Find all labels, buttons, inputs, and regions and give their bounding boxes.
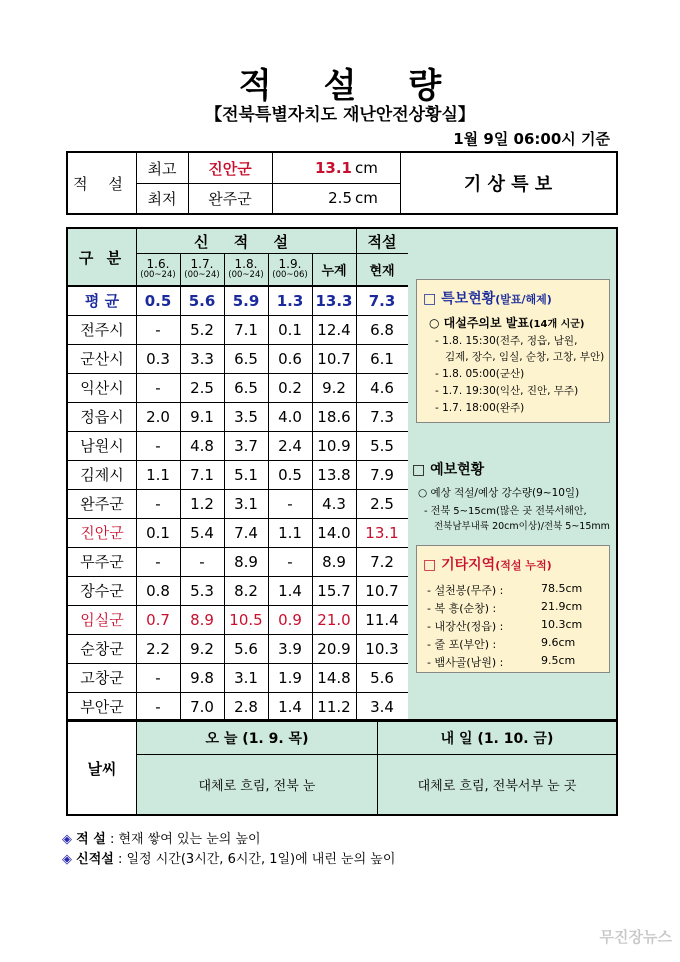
table-cell: 5.6 [188,291,216,310]
table-cell: 15.7 [317,581,351,600]
header-gubun: 구 분 [68,229,136,285]
table-cell: 0.3 [146,349,170,368]
table-cell: 5.6 [370,668,394,687]
snowfall-table [66,227,618,721]
table-cell: 8.2 [234,581,258,600]
table-cell: 10.7 [317,349,351,368]
max-unit: cm [355,159,378,177]
table-cell: - [199,552,205,571]
forecast-item: ○ 예상 적설/예상 강수량(9~10일) [418,487,580,499]
base-time: 1월 9일 06:00시 기준 [453,130,610,148]
table-cell: 0.1 [146,523,170,542]
other-area-name: - 설천봉(무주) : [427,584,504,597]
table-cell: 18.6 [317,407,351,426]
advisory-title: ○ 대설주의보 발표 [429,316,529,330]
row-label: 완주군 [80,495,124,513]
table-cell: 6.5 [234,378,258,397]
warning-title: □ 특보현황 [423,291,496,307]
table-cell: 20.9 [317,639,351,658]
table-cell: - [155,552,161,571]
max-label: 최고 [147,159,177,178]
table-cell: 7.3 [370,407,394,426]
table-cell: 5.1 [234,465,258,484]
today-forecast: 대체로 흐림, 전북 눈 [198,779,316,794]
table-cell: 10.9 [317,436,351,455]
table-cell: 7.1 [234,320,258,339]
table-cell: 1.4 [278,581,302,600]
tomorrow-header: 내 일 (1. 10. 금) [440,731,554,747]
table-cell: 0.7 [146,610,170,629]
footnote-term: 신적설 [76,852,114,867]
table-cell: 9.2 [190,639,214,658]
watermark-logo: 무진장뉴스 [599,928,672,946]
other-area-name: - 뱀사골(남원) : [427,656,504,669]
today-header: 오 늘 (1. 9. 목) [205,731,309,747]
row-label: 무주군 [80,553,124,571]
table-cell: 1.4 [278,697,302,716]
footnote-snow [62,828,261,847]
table-cell: 7.3 [368,291,396,310]
table-cell: 7.1 [190,465,214,484]
table-cell: 10.7 [365,581,399,600]
table-cell: - [155,378,161,397]
advisory-item: - 1.8. 15:30(전주, 정읍, 남원, [435,335,578,347]
snow-summary-box [66,151,618,215]
date-range: (00~24) [228,269,264,280]
min-place: 완주군 [208,189,252,208]
row-label: 부안군 [80,698,124,716]
table-cell: 5.9 [232,291,260,310]
table-cell: 6.8 [370,320,394,339]
table-cell: 2.5 [190,378,214,397]
table-cell: 7.4 [234,523,258,542]
min-value: 2.5 [328,189,352,207]
table-cell: 3.4 [370,697,394,716]
other-area-name: - 복 흥(순창) : [427,602,497,615]
row-label: 김제시 [80,466,124,484]
other-area-value: 9.5cm [541,654,576,667]
table-cell: 3.5 [234,407,258,426]
row-label: 진안군 [80,524,124,542]
table-cell: 21.0 [317,610,351,629]
page-title: 적설량 [238,66,494,106]
table-cell: 3.1 [234,494,258,513]
date-range: (00~24) [140,269,176,280]
diamond-icon: ◈ [62,852,72,867]
table-cell: 5.2 [190,320,214,339]
other-area-name: - 내장산(정읍) : [427,620,504,633]
table-cell: 6.1 [370,349,394,368]
table-cell: 0.5 [144,291,172,310]
advisory-item: - 1.7. 18:00(완주) [435,402,525,414]
date-range: (00~06) [272,269,308,280]
row-label: 고창군 [80,669,124,687]
table-cell: 13.1 [365,523,399,542]
table-cell: 13.3 [315,291,353,310]
row-label: 평 균 [84,292,120,310]
table-cell: 2.4 [278,436,302,455]
row-label: 정읍시 [80,408,124,426]
snow-label: 적 설 [73,174,131,193]
advisory-item: 김제, 장수, 임실, 순창, 고창, 부안) [445,351,605,363]
table-cell: 2.2 [146,639,170,658]
date-label: 1.7. [190,257,214,272]
table-cell: 0.8 [146,581,170,600]
table-cell: 7.9 [370,465,394,484]
footnote-new-snow [62,848,395,867]
table-cell: 9.8 [190,668,214,687]
table-cell: 5.6 [234,639,258,658]
table-cell: 0.6 [278,349,302,368]
table-cell: 0.9 [278,610,302,629]
date-label: 1.9. [278,257,302,272]
table-cell: - [287,552,293,571]
other-title: □ 기타지역 [423,557,496,573]
table-cell: 1.9 [278,668,302,687]
table-cell: 12.4 [317,320,351,339]
table-cell: 9.1 [190,407,214,426]
footnote-desc: : 현재 쌓여 있는 눈의 높이 [109,832,261,847]
table-cell: 3.7 [234,436,258,455]
date-header [136,253,180,285]
table-cell: - [155,436,161,455]
table-cell: 5.4 [190,523,214,542]
table-cell: 9.2 [322,378,346,397]
row-label: 군산시 [80,350,124,368]
date-range: (00~24) [184,269,220,280]
table-cell: 8.9 [190,610,214,629]
advisory-count: (14개 시군) [528,319,585,330]
row-label: 순창군 [80,640,124,658]
table-cell: - [287,494,293,513]
weather-label: 날씨 [87,759,117,778]
table-cell: 4.0 [278,407,302,426]
row-label: 익산시 [80,379,124,397]
table-cell: 8.9 [234,552,258,571]
table-cell: 14.8 [317,668,351,687]
row-label: 남원시 [80,437,124,455]
table-cell: 3.1 [234,668,258,687]
table-cell: - [155,320,161,339]
table-cell: 8.9 [322,552,346,571]
row-label: 장수군 [80,582,124,600]
table-cell: 1.2 [190,494,214,513]
footnote-desc: : 일정 시간(3시간, 6시간, 1일)에 내린 눈의 높이 [117,852,396,867]
table-cell: 1.3 [276,291,304,310]
date-label: 1.6. [146,257,170,272]
other-title-small: (적설 누적) [495,559,552,572]
date-header [268,253,312,285]
weather-warning-header: 기 상 특 보 [463,174,553,195]
diamond-icon: ◈ [62,832,72,847]
table-cell: 6.5 [234,349,258,368]
advisory-item: - 1.8. 05:00(군산) [435,368,525,380]
max-value: 13.1 [314,159,352,177]
table-cell: 4.8 [190,436,214,455]
header-new-snow: 신 적 설 [136,229,356,253]
tomorrow-forecast: 대체로 흐림, 전북서부 눈 곳 [417,779,577,794]
other-areas-box [416,545,610,673]
header-current: 현재 [356,253,408,285]
table-cell: 0.2 [278,378,302,397]
header-total: 누계 [312,253,356,285]
date-label: 1.8. [234,257,258,272]
table-cell: 10.5 [229,610,263,629]
max-place: 진안군 [208,159,252,178]
table-cell: 7.2 [370,552,394,571]
date-header [180,253,224,285]
table-cell: 14.0 [317,523,351,542]
table-cell: 4.3 [322,494,346,513]
table-cell: 11.4 [365,610,399,629]
advisory-item: - 1.7. 19:30(익산, 진안, 무주) [435,385,579,397]
row-label: 전주시 [80,321,124,339]
table-cell: 2.0 [146,407,170,426]
other-area-value: 21.9cm [541,600,583,613]
table-cell: 3.9 [278,639,302,658]
other-area-value: 78.5cm [541,582,583,595]
other-area-value: 9.6cm [541,636,576,649]
table-cell: 1.1 [146,465,170,484]
other-area-name: - 줄 포(부안) : [427,638,497,651]
warning-status-box [416,279,610,423]
table-cell: 0.1 [278,320,302,339]
weather-section [66,720,618,816]
table-cell: 0.5 [278,465,302,484]
min-label: 최저 [147,189,177,208]
table-cell: 3.3 [190,349,214,368]
table-cell: 11.2 [317,697,351,716]
table-cell: 4.6 [370,378,394,397]
table-cell: - [155,668,161,687]
warning-title-small: (발표/해제) [495,293,552,306]
forecast-item: 전북남부내륙 20cm이상)/전북 5~15mm [434,521,610,532]
table-cell: - [155,697,161,716]
date-header [224,253,268,285]
forecast-item: - 전북 5~15cm(많은 곳 전북서해안, [424,506,587,517]
other-area-value: 10.3cm [541,618,583,631]
page-subtitle: 【전북특별자치도 재난안전상황실】 [205,105,475,125]
min-unit: cm [355,189,378,207]
table-cell: 5.3 [190,581,214,600]
table-cell: 1.1 [278,523,302,542]
table-cell: 2.5 [370,494,394,513]
table-cell: 10.3 [365,639,399,658]
header-snow: 적설 [356,229,408,253]
table-cell: 7.0 [190,697,214,716]
footnote-term: 적 설 [76,832,106,847]
info-panel [408,229,616,719]
table-cell: 2.8 [234,697,258,716]
row-label: 임실군 [80,611,124,629]
table-cell: 13.8 [317,465,351,484]
table-cell: 5.5 [370,436,394,455]
forecast-title: □ 예보현황 [412,462,485,478]
table-cell: - [155,494,161,513]
